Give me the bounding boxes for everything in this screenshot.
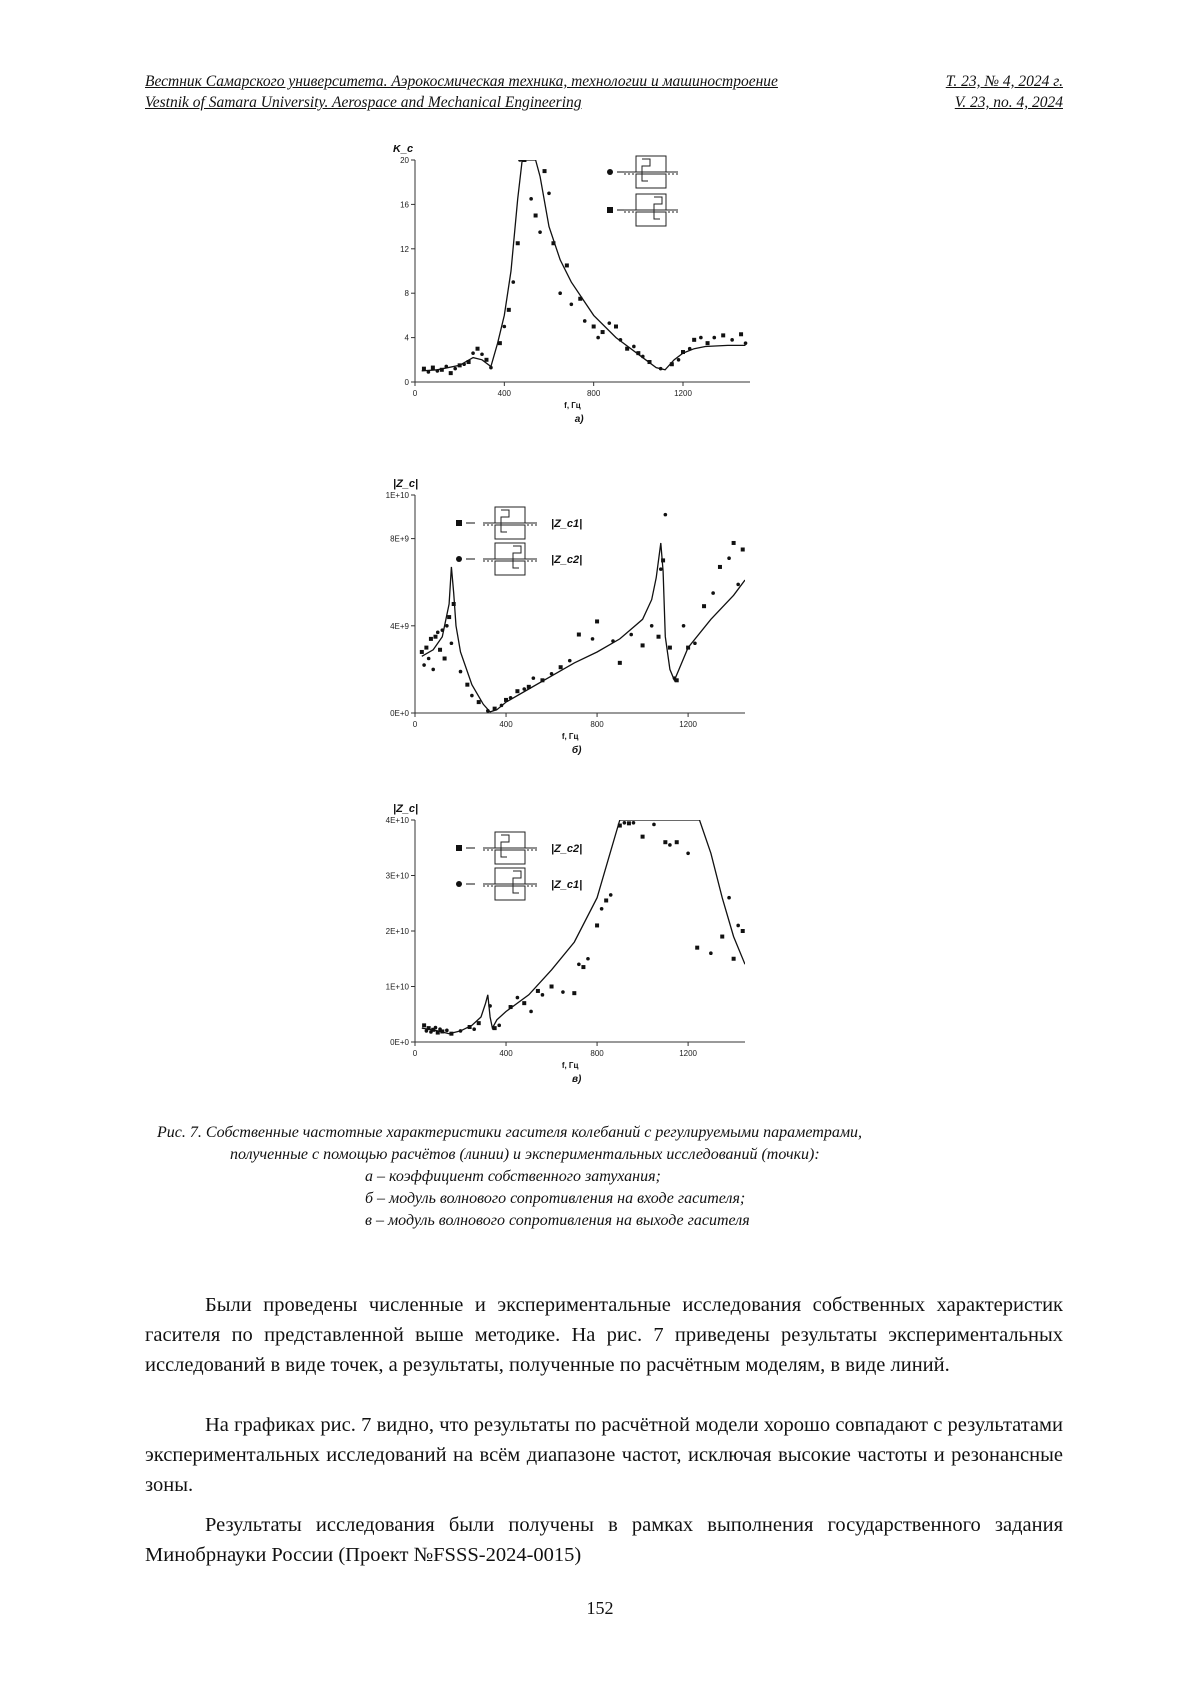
data-point-square xyxy=(741,548,745,552)
data-point-dot xyxy=(609,893,613,897)
data-point-dot xyxy=(659,367,663,371)
legend-marker-dot xyxy=(456,881,462,887)
data-point-dot xyxy=(611,639,615,643)
data-point-square xyxy=(458,363,462,367)
volume-ru: Т. 23, № 4, 2024 г. xyxy=(945,73,1063,90)
data-point-dot xyxy=(558,291,562,295)
damper-schematic-icon-bottom xyxy=(495,561,525,575)
data-point-square xyxy=(681,350,685,354)
experimental-points xyxy=(420,513,745,713)
legend-label: |Z_c2| xyxy=(551,554,583,566)
data-point-square xyxy=(692,338,696,342)
data-point-dot xyxy=(591,637,595,641)
y-tick-label: 16 xyxy=(400,200,409,210)
data-point-square xyxy=(721,333,725,337)
damper-schematic-step xyxy=(654,197,662,219)
data-point-square xyxy=(467,360,471,364)
data-point-dot xyxy=(503,325,507,329)
data-point-square xyxy=(498,341,502,345)
legend-marker-square xyxy=(456,845,462,851)
data-point-dot xyxy=(472,1027,476,1031)
data-point-dot xyxy=(529,197,533,201)
volume-en: V. 23, no. 4, 2024 xyxy=(954,94,1063,111)
x-tick-label: 1200 xyxy=(679,1049,698,1058)
y-tick-label: 12 xyxy=(400,244,409,254)
data-point-dot xyxy=(568,659,572,663)
panel-label: б) xyxy=(571,745,582,756)
data-point-square xyxy=(540,678,544,682)
y-tick-label: 4E+9 xyxy=(390,621,409,631)
y-tick-label: 2E+10 xyxy=(385,927,409,936)
data-point-square xyxy=(424,646,428,650)
damper-schematic-icon-top xyxy=(495,507,525,523)
data-point-square xyxy=(572,991,576,995)
data-point-square xyxy=(663,840,667,844)
data-point-square xyxy=(627,821,631,825)
data-point-dot xyxy=(619,338,623,342)
page-number: 152 xyxy=(586,1598,614,1618)
data-point-dot xyxy=(489,366,493,370)
figure-caption-line-5: в – модуль волнового сопротивления на выходе гасителя xyxy=(365,1212,750,1229)
data-point-dot xyxy=(652,823,656,827)
panel-label: а) xyxy=(574,414,584,425)
data-point-square xyxy=(436,1031,440,1035)
y-axis-label: |Z_c| xyxy=(393,478,419,490)
data-point-dot xyxy=(744,341,748,345)
data-point-square xyxy=(422,1023,426,1027)
experimental-points xyxy=(422,158,747,375)
data-point-dot xyxy=(532,676,536,680)
data-point-dot xyxy=(488,1004,492,1008)
data-point-square xyxy=(449,1032,453,1036)
damper-schematic-step xyxy=(513,871,521,893)
data-point-square xyxy=(604,898,608,902)
data-point-square xyxy=(522,1001,526,1005)
data-point-square xyxy=(427,1026,431,1030)
panel-label: в) xyxy=(572,1074,582,1085)
data-point-square xyxy=(522,158,526,162)
data-point-dot xyxy=(436,369,440,373)
data-point-dot xyxy=(444,365,448,369)
x-tick-label: 800 xyxy=(590,720,604,729)
data-point-square xyxy=(429,637,433,641)
data-point-dot xyxy=(453,367,457,371)
data-point-dot xyxy=(712,336,716,340)
damper-schematic-icon-bottom xyxy=(495,886,525,900)
data-point-dot xyxy=(471,351,475,355)
data-point-square xyxy=(449,371,453,375)
calculated-line xyxy=(422,820,745,1034)
data-point-dot xyxy=(629,633,633,637)
data-point-dot xyxy=(509,696,513,700)
data-point-dot xyxy=(538,230,542,234)
data-point-dot xyxy=(641,355,645,359)
data-point-square xyxy=(507,308,511,312)
data-point-square xyxy=(543,169,547,173)
legend xyxy=(456,507,582,575)
data-point-dot xyxy=(518,158,522,162)
damper-schematic-step xyxy=(501,510,509,532)
data-point-square xyxy=(657,635,661,639)
y-tick-label: 8E+9 xyxy=(390,534,409,544)
running-header-ru xyxy=(145,73,1063,91)
data-point-square xyxy=(447,615,451,619)
data-point-square xyxy=(702,604,706,608)
data-point-square xyxy=(581,965,585,969)
data-point-dot xyxy=(730,338,734,342)
data-point-dot xyxy=(664,513,668,517)
damper-schematic-step xyxy=(642,159,650,181)
figure-7a-chart xyxy=(385,145,825,475)
data-point-dot xyxy=(436,631,440,635)
data-point-square xyxy=(493,707,497,711)
y-tick-label: 3E+10 xyxy=(385,871,409,881)
damper-schematic-icon-bottom xyxy=(636,174,666,188)
data-point-dot xyxy=(541,993,545,997)
legend-label: |Z_c1| xyxy=(551,518,583,530)
data-point-dot xyxy=(450,641,454,645)
data-point-square xyxy=(661,558,665,562)
experimental-points xyxy=(422,821,745,1036)
data-point-dot xyxy=(711,591,715,595)
data-point-dot xyxy=(727,896,731,900)
data-point-square xyxy=(559,665,563,669)
figure-caption-line-3: а – коэффициент собственного затухания; xyxy=(365,1168,661,1185)
data-point-dot xyxy=(682,624,686,628)
data-point-square xyxy=(601,330,605,334)
legend-marker-square xyxy=(607,207,613,213)
data-point-dot xyxy=(522,687,526,691)
data-point-dot xyxy=(583,319,587,323)
body-paragraph-1: Были проведены численные и экспериментальные исследования собственных характеристик гасителя по представленной выше методике. На рис. 7 приведены результаты экспериментальных исследований в виде точек, а результаты, полученные по расчётным моделям, в виде линий. xyxy=(145,1294,1063,1376)
data-point-square xyxy=(431,366,435,370)
journal-title-en: Vestnik of Samara University. Aerospace and Mechanical Engineering xyxy=(145,94,582,111)
data-point-dot xyxy=(677,358,681,362)
x-tick-label: 0 xyxy=(412,720,418,729)
legend-marker-dot xyxy=(607,169,613,175)
data-point-square xyxy=(641,835,645,839)
data-point-square xyxy=(551,241,555,245)
legend xyxy=(607,156,678,226)
data-point-square xyxy=(595,923,599,927)
y-axis-label: |Z_c| xyxy=(393,803,419,815)
data-point-dot xyxy=(727,556,731,560)
data-point-square xyxy=(718,565,722,569)
data-point-dot xyxy=(434,1026,438,1030)
data-point-dot xyxy=(586,957,590,961)
figure-caption-line-1: Рис. 7. Собственные частотные характеристики гасителя колебаний с регулируемыми параметрами, xyxy=(157,1124,863,1141)
data-point-dot xyxy=(486,709,490,713)
data-point-dot xyxy=(500,704,504,708)
figure-caption-line-4: б – модуль волнового сопротивления на входе гасителя; xyxy=(365,1190,746,1207)
data-point-dot xyxy=(445,624,449,628)
data-point-square xyxy=(440,1029,444,1033)
legend-label: |Z_c1| xyxy=(551,879,583,891)
data-point-square xyxy=(732,541,736,545)
data-point-square xyxy=(536,989,540,993)
running-header-en xyxy=(145,94,1063,112)
data-point-square xyxy=(668,646,672,650)
figure-caption-line-2: полученные с помощью расчётов (линии) и экспериментальных исследований (точки): xyxy=(230,1146,820,1163)
data-point-dot xyxy=(659,567,663,571)
data-point-square xyxy=(477,1021,481,1025)
data-point-square xyxy=(504,698,508,702)
x-axis-label: f, Гц xyxy=(564,401,581,410)
data-point-square xyxy=(636,351,640,355)
x-tick-label: 1200 xyxy=(674,389,692,398)
data-point-dot xyxy=(459,1029,463,1033)
y-axis-label: K_c xyxy=(393,145,414,155)
y-tick-label: 4 xyxy=(404,333,409,343)
data-point-dot xyxy=(668,843,672,847)
legend-label: |Z_c2| xyxy=(551,843,583,855)
data-point-dot xyxy=(547,192,551,196)
data-point-square xyxy=(420,650,424,654)
y-tick-label: 1E+10 xyxy=(385,982,409,992)
data-point-dot xyxy=(632,345,636,349)
data-point-dot xyxy=(431,668,435,672)
data-point-dot xyxy=(511,280,515,284)
data-point-dot xyxy=(632,821,636,825)
data-point-square xyxy=(493,1026,497,1030)
journal-title-ru: Вестник Самарского университета. Аэрокосмическая техника, технологии и машиностроение xyxy=(145,73,778,90)
data-point-square xyxy=(675,840,679,844)
data-point-dot xyxy=(561,990,565,994)
data-point-square xyxy=(477,700,481,704)
data-point-square xyxy=(509,1005,513,1009)
data-point-dot xyxy=(693,641,697,645)
x-tick-label: 800 xyxy=(586,389,601,398)
data-point-square xyxy=(484,358,488,362)
data-point-square xyxy=(592,325,596,329)
calculated-line xyxy=(422,543,745,712)
legend xyxy=(456,832,582,900)
data-point-square xyxy=(433,635,437,639)
damper-schematic-icon-bottom xyxy=(495,525,525,539)
x-tick-label: 1200 xyxy=(679,720,698,729)
data-point-dot xyxy=(570,303,574,307)
data-point-dot xyxy=(529,1010,533,1014)
x-tick-label: 800 xyxy=(590,1049,604,1058)
data-point-dot xyxy=(480,352,484,356)
data-point-square xyxy=(422,367,426,371)
data-point-dot xyxy=(462,362,466,366)
data-point-square xyxy=(465,683,469,687)
data-point-square xyxy=(516,241,520,245)
data-point-square xyxy=(625,347,629,351)
data-point-square xyxy=(732,957,736,961)
body-paragraph-2: На графиках рис. 7 видно, что результаты по расчётной модели хорошо совпадают с результатами экспериментальных исследований на всём диапазоне частот, исключая высокие частоты и резонансные зоны. xyxy=(145,1414,1063,1496)
data-point-dot xyxy=(608,321,612,325)
data-point-dot xyxy=(600,907,604,911)
data-point-square xyxy=(595,619,599,623)
data-point-square xyxy=(741,929,745,933)
data-point-dot xyxy=(688,347,692,351)
y-tick-label: 0 xyxy=(404,378,409,387)
damper-schematic-icon-bottom xyxy=(636,212,666,226)
figure-7b-chart xyxy=(385,455,825,800)
data-point-dot xyxy=(516,996,520,1000)
data-point-square xyxy=(739,332,743,336)
data-point-square xyxy=(618,824,622,828)
data-point-square xyxy=(452,602,456,606)
data-point-square xyxy=(641,643,645,647)
y-tick-label: 20 xyxy=(400,156,409,165)
data-point-square xyxy=(527,685,531,689)
data-point-square xyxy=(675,678,679,682)
data-point-square xyxy=(443,657,447,661)
data-point-dot xyxy=(709,951,713,955)
data-point-dot xyxy=(422,663,426,667)
damper-schematic-icon-bottom xyxy=(495,850,525,864)
y-tick-label: 1E+10 xyxy=(385,491,409,500)
data-point-square xyxy=(476,347,480,351)
data-point-dot xyxy=(497,1024,501,1028)
data-point-square xyxy=(686,646,690,650)
legend-marker-dot xyxy=(456,556,462,562)
data-point-dot xyxy=(577,963,581,967)
x-axis-label: f, Гц xyxy=(561,732,579,741)
x-tick-label: 400 xyxy=(499,1049,513,1058)
y-tick-label: 8 xyxy=(404,289,409,299)
x-axis-label: f, Гц xyxy=(561,1061,579,1070)
data-point-dot xyxy=(650,624,654,628)
figure-7c-chart xyxy=(385,780,825,1105)
x-tick-label: 400 xyxy=(499,720,513,729)
data-point-dot xyxy=(686,852,690,856)
y-tick-label: 0E+0 xyxy=(390,709,409,718)
damper-schematic-icon-top xyxy=(495,832,525,848)
data-point-square xyxy=(550,985,554,989)
data-point-square xyxy=(468,1025,472,1029)
data-point-dot xyxy=(736,583,740,587)
data-point-square xyxy=(614,325,618,329)
data-point-square xyxy=(578,297,582,301)
data-point-dot xyxy=(596,336,600,340)
data-point-square xyxy=(565,263,569,267)
calculated-line xyxy=(422,160,746,371)
data-point-dot xyxy=(736,924,740,928)
data-point-dot xyxy=(441,628,445,632)
data-point-square xyxy=(670,362,674,366)
legend-marker-square xyxy=(456,520,462,526)
data-point-dot xyxy=(445,1029,449,1033)
data-point-dot xyxy=(427,657,431,661)
data-point-dot xyxy=(550,672,554,676)
data-point-square xyxy=(618,661,622,665)
damper-schematic-icon-top xyxy=(636,156,666,172)
data-point-square xyxy=(577,633,581,637)
data-point-square xyxy=(695,946,699,950)
data-point-square xyxy=(440,368,444,372)
data-point-square xyxy=(438,648,442,652)
damper-schematic-step xyxy=(513,546,521,568)
data-point-square xyxy=(648,360,652,364)
data-point-square xyxy=(534,214,538,218)
data-point-dot xyxy=(699,336,703,340)
data-point-square xyxy=(720,935,724,939)
data-point-dot xyxy=(623,821,627,825)
data-point-dot xyxy=(470,694,474,698)
x-tick-label: 0 xyxy=(412,389,418,398)
y-tick-label: 0E+0 xyxy=(390,1038,409,1047)
x-tick-label: 0 xyxy=(412,1049,418,1058)
x-tick-label: 400 xyxy=(497,389,512,398)
data-point-square xyxy=(706,341,710,345)
data-point-dot xyxy=(459,670,463,674)
y-tick-label: 4E+10 xyxy=(385,816,409,825)
data-point-square xyxy=(515,689,519,693)
data-point-dot xyxy=(427,370,431,374)
damper-schematic-step xyxy=(501,835,509,857)
body-paragraph-3: Результаты исследования были получены в рамках выполнения государственного задания Минобрнауки России (Проект №FSSS-2024-0015) xyxy=(145,1514,1063,1566)
